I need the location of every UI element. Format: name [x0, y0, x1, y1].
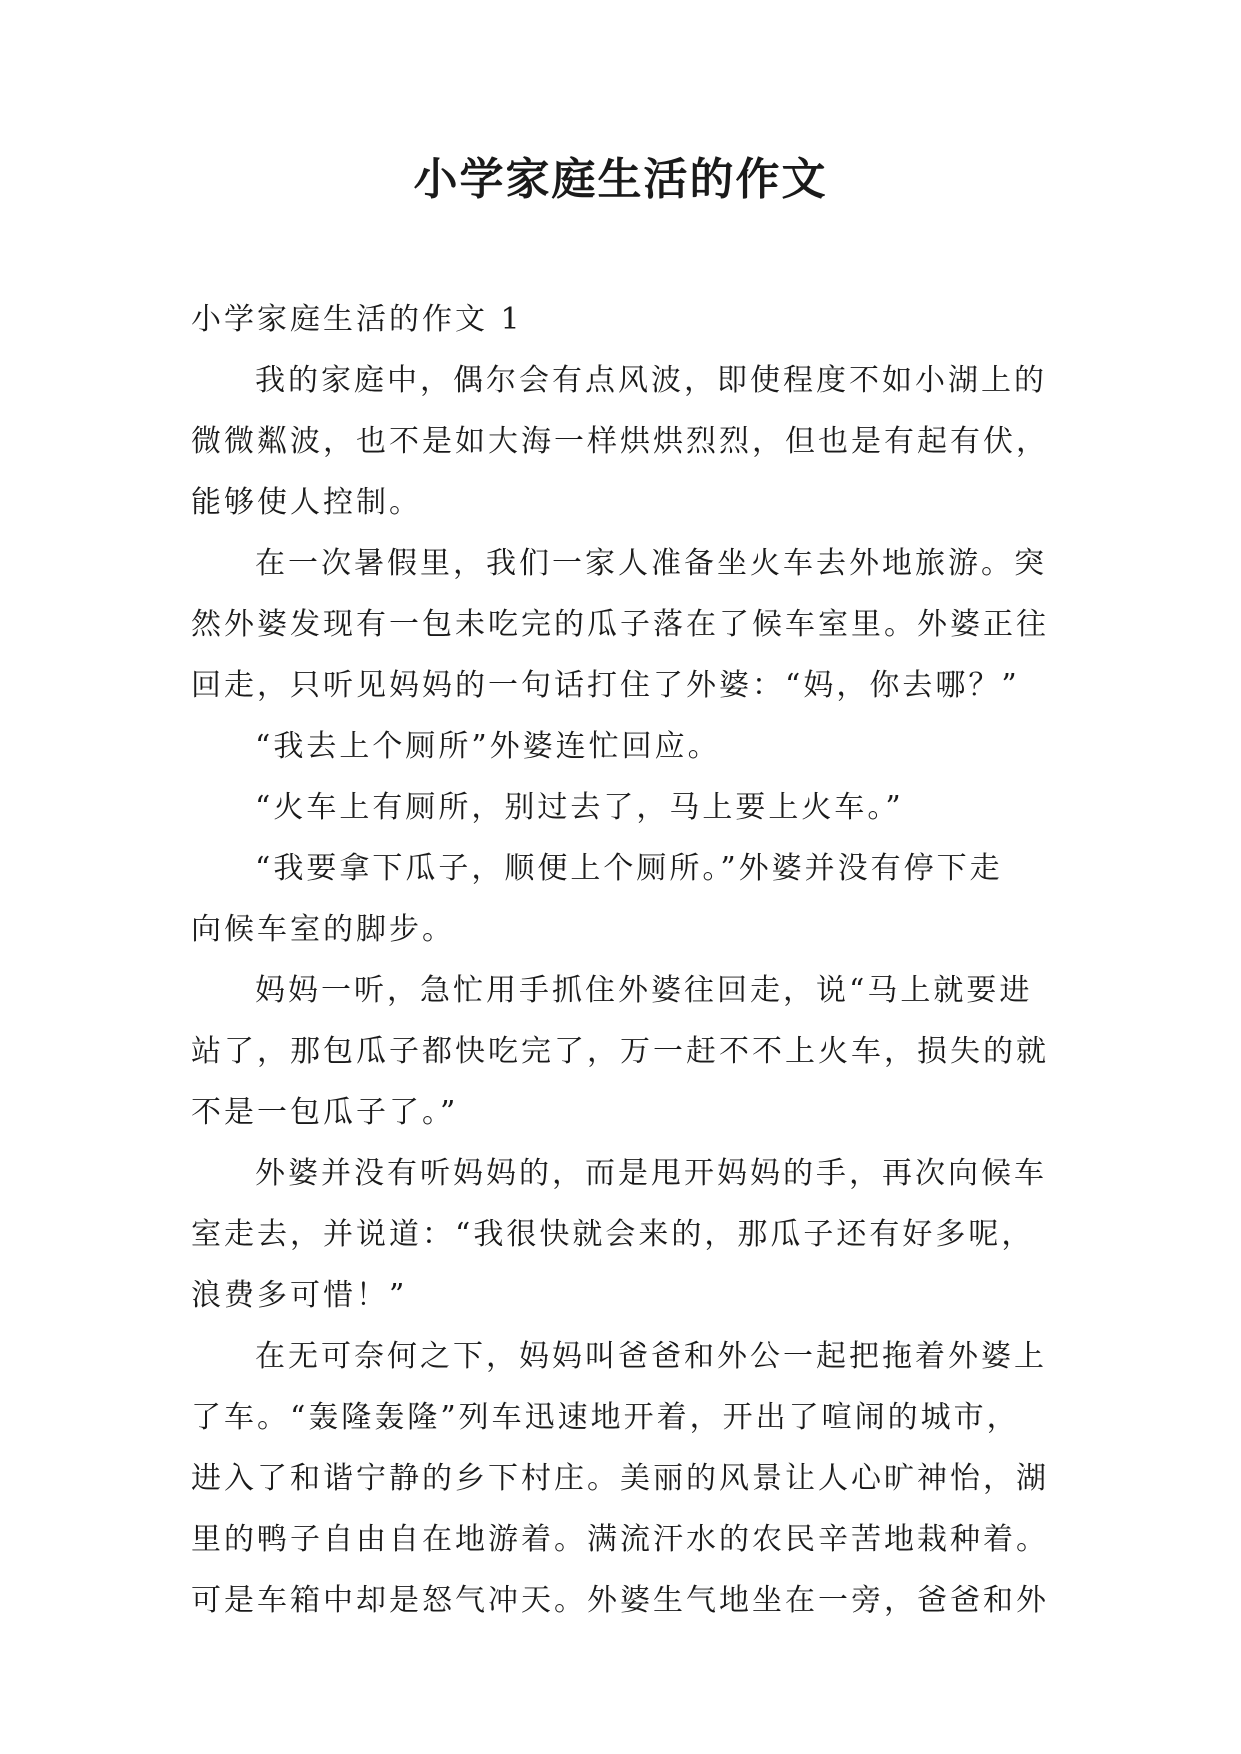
text-line: “我去上个厕所”外婆连忙回应。 [255, 729, 721, 764]
text-lines [191, 350, 1071, 1631]
document-title: 小学家庭生活的作文 [413, 154, 828, 205]
text-line: 浪费多可惜！” [191, 1278, 408, 1313]
text-line: 我的家庭中，偶尔会有点风波，即使程度不如小湖上的 [255, 363, 1047, 398]
text-line: 进入了和谐宁静的乡下村庄。美丽的风景让人心旷神怡，湖 [191, 1461, 1049, 1496]
text-line: “我要拿下瓜子，顺便上个厕所。”外婆并没有停下走 [255, 851, 1003, 886]
text-line: 了车。“轰隆轰隆”列车迅速地开着，开出了喧闹的城市， [191, 1400, 1020, 1435]
text-line: 微微粼波，也不是如大海一样烘烘烈烈，但也是有起有伏， [191, 424, 1049, 459]
text-line: 站了，那包瓜子都快吃完了，万一赶不不上火车，损失的就 [191, 1034, 1049, 1069]
text-line: 回走，只听见妈妈的一句话打住了外婆：“妈，你去哪？” [191, 668, 1020, 703]
text-line: “火车上有厕所，别过去了，马上要上火车。” [255, 790, 904, 825]
text-line: 在一次暑假里，我们一家人准备坐火车去外地旅游。突 [255, 546, 1047, 581]
text-line: 不是一包瓜子了。” [191, 1095, 459, 1130]
text-line: 然外婆发现有一包未吃完的瓜子落在了候车室里。外婆正往 [191, 607, 1049, 642]
text-line: 外婆并没有听妈妈的，而是甩开妈妈的手，再次向候车 [255, 1156, 1047, 1191]
text-line: 里的鸭子自由自在地游着。满流汗水的农民辛苦地栽种着。 [191, 1522, 1049, 1557]
text-line: 向候车室的脚步。 [191, 912, 455, 947]
text-line: 妈妈一听，急忙用手抓住外婆往回走，说“马上就要进 [255, 973, 1033, 1008]
document-body [191, 290, 1071, 1631]
text-line: 室走去，并说道：“我很快就会来的，那瓜子还有好多呢， [191, 1217, 1035, 1252]
text-line: 可是车箱中却是怒气冲天。外婆生气地坐在一旁，爸爸和外 [191, 1583, 1049, 1618]
text-line: 能够使人控制。 [191, 485, 422, 520]
text-line: 在无可奈何之下，妈妈叫爸爸和外公一起把拖着外婆上 [255, 1339, 1047, 1374]
section-heading: 小学家庭生活的作文 1 [191, 302, 523, 337]
